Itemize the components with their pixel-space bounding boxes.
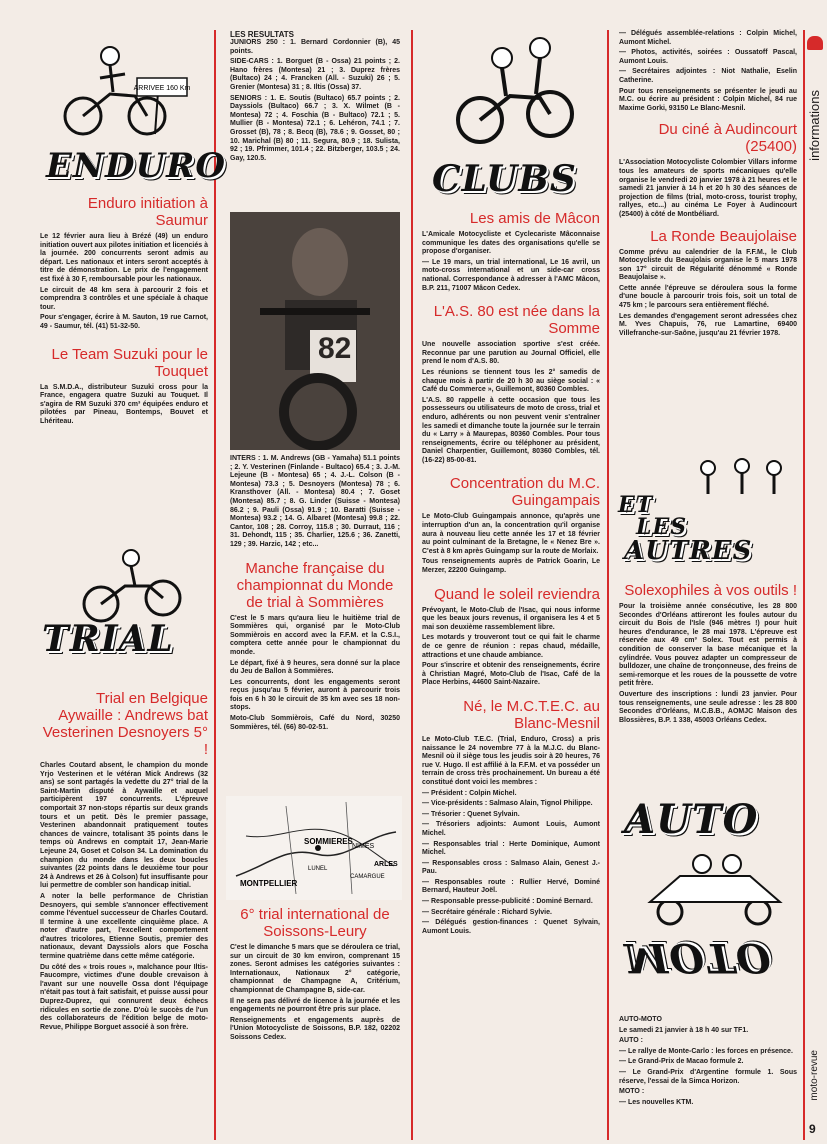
ronde-paragraph-2: Cette année l'épreuve se déroulera sous la forme d'une boucle à parcourir trois fois, soit un total de 475 km ; le parcours sera entièrement fléché.	[619, 284, 797, 310]
results-juniors: JUNIORS 250 : 1. Bernard Cordonnier (B), 45 points.	[230, 39, 400, 55]
trial-rider-illustration	[75, 548, 195, 626]
autres-logo	[618, 494, 800, 564]
map-label-nimes: NIMES	[352, 843, 375, 850]
trial-logo: TRIAL	[42, 618, 174, 660]
heading-enduro-saumur: Enduro initiation à Saumur	[87, 195, 208, 229]
results-inters: INTERS : 1. M. Andrews (GB - Yamaha) 51.1 points ; 2. Y. Vesterinen (Finlande - Bultaco) 65.4 ; 3. J.-M. Lejeune (B - Montesa) 65 ; 4. J.-L. Colson (B - Montesa) 73.3 ; 5. Desnoyers (Montesa) 78 ; 6. Kransthover (All. - Montesa) 80.4 ; 7. Goset (Montesa) 85.7 ; 8. G. Linder (Suisse - Montesa) 86.2 ; 9. Pauli (Ossa) 91.9 ; 10. Baratti (Suisse - Montesa) 93.2 ; 14. G. Albaret (Montesa) 99.8 ; 22. Cantor, 108 ; 28. Corroy, 115.8 ; 30. Durraut, 116 ; 31. Dehondt, 115 ; 35. Charlier, 125.6 ; 36. Zanetti, 129 ; 39. Harzic, 142 ; etc...	[230, 455, 400, 548]
results-seniors: SENIORS : 1. E. Soutis (Bultaco) 65.7 points ; 2. Dayssiols (Bultaco) 66.7 ; 3. X. Wilmet (B - Montesa) 72 ; 4. Foschia (B - Bultaco) 72.1 ; 5. Mullier (B - Montesa) 72.1 ; 6. Lehéron, 74.1 ; 7. Grosset (B), 78 ; 8. Becq (B), 78.6 ; 9. Gosset, 80 ; 10. Marichal (B) 80 ; 11. Segura, 80.9 ; 18. Sulista, 92 ; 19. Pfrimmer, 101.4 ; 22. Bitzberger, 103.5 ; 24. Gay, 120.5.	[230, 94, 400, 162]
automoto-item-argentine: — Le Grand-Prix d'Argentine formule 1. Sous réserve, l'essai de la Simca Horizon.	[619, 1068, 797, 1085]
automoto-item-macao: — Le Grand-Prix de Macao formule 2.	[619, 1058, 744, 1066]
auto-moto-cartoon	[640, 846, 790, 930]
soleil-paragraph-3: Pour s'inscrire et obtenir des renseignements, écrire à Christian Magré, Moto-Club de l'Isac, Café de la Place Herbins, 44600 Saint-Nazaire.	[422, 662, 600, 687]
solex-paragraph-1: Pour la troisième année consécutive, les 28 800 Secondes d'Orléans attireront les foules autour du circuit du Bois de l'Isle (946 mètres !) pour huit heures d'endurance, le 28 mai 1978. L'épreuve est réservée aux 49 cm³ Solex. Tout est permis à condition de conserver la base mécanique et la cylindrée. Vous pouvez adapter un compresseur de bulldozer, une chaîne de tronçonneuse, des freins de semi-remorque et les roues de la poussette de votre petit frère.	[619, 603, 797, 688]
mctec-paragraph-1: Le Moto-Club T.E.C. (Trial, Enduro, Cross) a pris naissance le 24 novembre 77 à la M.J.C. du Blanc-Mesnil où il siège tous les jeudis soir à 20 heures, 76 rue V. Hugo. Il est affilié à la F.F.M. et va posséder un terrain de cross très prochainement. Un bureau a été constitué dont voici les membres :	[422, 735, 600, 786]
heading-sommieres: Manche française du championnat du Monde de trial à Sommières	[236, 559, 394, 611]
as80-paragraph-3: L'A.S. 80 rappelle à cette occasion que tous les possesseurs ou utilisateurs de moto de cross, trial et enduro, adhérents ou non peuvent venir s'entraîner les samedi et dimanche toute la journée sur le terrain du « Larry » à Maurepas, 80360 Combles. Pour tous renseignements, écrire ou téléphoner au président, Daniel Charpentier, Guillemont, 80360 Combles, tél. (16-22) 85-00-81.	[422, 396, 600, 464]
heading-macon: Les amis de Mâcon	[469, 210, 600, 227]
as80-paragraph-2: Les réunions se tiennent tous les 2° samedis de chaque mois à partir de 20 h 30 au siège social : « Café du Commerce », Guillemont, 80360 Combles.	[422, 368, 600, 394]
soleil-paragraph-1: Prévoyant, le Moto-Club de l'Isac, qui nous informe que les beaux jours revenus, il organisera les 4 et 5 mai son deuxième rassemblement libre.	[422, 606, 600, 631]
heading-cine-audincourt: Du ciné à Audincourt (25400)	[658, 121, 797, 156]
mctec-member-tresoriers-adjoints: — Trésoriers adjoints: Aumont Louis, Aumont Michel.	[422, 821, 600, 837]
enduro-sign-text: ARRIVEE 160 Km	[133, 85, 191, 92]
moto-logo: MOTO	[624, 934, 772, 981]
mctec-member-vice: — Vice-présidents : Salmaso Alain, Tignol Philippe.	[422, 800, 593, 808]
column-rule-1	[214, 30, 216, 1140]
sommieres-paragraph-3: Les concurrents, dont les engagements seront reçus jusqu'au 5 février, auront à parcourir trois fois en 6 h 30 le circuit de 35 km avec ses 18 non-stops.	[230, 678, 400, 712]
enduro-paragraph-3: Pour s'engager, écrire à M. Sauton, 19 rue Carnot, 49 - Saumur, tél. (41) 51-32-50.	[40, 314, 208, 330]
mctec-member-finances: — Délégués gestion-finances : Quenet Sylvain, Aumont Louis.	[422, 919, 600, 935]
soissons-paragraph-1: C'est le dimanche 5 mars que se déroulera ce trial, sur un circuit de 30 km environ, comprenant 15 zones. Seront admises les catégories suivantes : Internationaux, Nationaux 2° catégorie, championnat de Champagne A, Critérium, championnat de Champagne B, side-car.	[230, 944, 400, 994]
mctec-member-tresorier: — Trésorier : Quenet Sylvain.	[422, 810, 520, 818]
heading-mctec: Né, le M.C.T.E.C. au Blanc-Mesnil	[463, 697, 600, 732]
map-label-montpellier: MONTPELLIER	[240, 879, 298, 888]
mctec-member-secretaires: — Secrétaires adjointes : Niot Nathalie, Eselin Catherine.	[619, 68, 797, 84]
map-label-lunel: LUNEL	[308, 866, 328, 872]
heading-ronde-beaujolaise: La Ronde Beaujolaise	[650, 227, 797, 245]
belgique-paragraph-2: A noter la belle performance de Christian Desnoyers, qui semble s'annoncer effectivement comme l'éventuel successeur de Charles Coutard. Il termine à une excellente cinquième place. A noter d'autre part, l'excellent comportement d'autres tricolores, Etienne Soutis, premier des nationaux, devant Dayssiols alors que Foscha termine quatrième dans cette même catégorie.	[40, 892, 208, 961]
column-rule-3	[607, 30, 609, 1140]
enduro-paragraph-2: Le circuit de 48 km sera à parcourir 2 fois et comprendra 3 contrôles et une spéciale à chaque tour.	[40, 286, 208, 311]
solex-paragraph-2: Ouverture des inscriptions : lundi 23 janvier. Pour tous renseignements, une seule adresse : les 28 800 Secondes d'Orléans, M.C.B.B., AOMJC Maison des Blossières, B.P. 1 338, 45003 Orléans Cedex.	[619, 690, 797, 724]
sidebar-logo-mark	[807, 36, 823, 50]
belgique-paragraph-3: Du côté des « trois roues », malchance pour Iltis-Faucompre, victimes d'une double crevaison à l'avant sur une nouvelle Ossa dont l'équipage n'était pas tout à fait satisfait, et puisse aussi pour Duprez-Duprez, qui connurent deux échecs ridicules en sortie de zone. D'où le succès de l'un des collaborateurs de l'édition belge de moto-Revue, Philippe Borguet associé à son frère.	[40, 963, 208, 1031]
automoto-auto-label: AUTO :	[619, 1037, 643, 1045]
enduro-rider-illustration	[55, 34, 195, 144]
soissons-paragraph-3: Renseignements et engagements auprès de l'Union Motocycliste de Soissons, B.P. 182, 02202 Soissons Cedex.	[230, 1016, 400, 1041]
soleil-paragraph-2: Les motards y trouveront tout ce qui fait le charme de ce genre de réunion : repas chaud, médaille, attractions et une chaude ambiance.	[422, 634, 600, 659]
autres-logo-line-3: AUTRES	[624, 536, 753, 566]
mctec-member-photos: — Photos, activités, soirées : Oussatoff Pascal, Aumont Louis.	[619, 49, 797, 65]
heading-as80: L'A.S. 80 est née dans la Somme	[433, 303, 600, 338]
map-label-sommieres: SOMMIERES	[304, 837, 353, 846]
sidebar	[805, 30, 825, 1144]
macon-paragraph-2: — Le 19 mars, un trial international, Le 16 avril, un moto-cross international et un side-car cross national. Correspondance à adresser à l'AMC Mâcon, B.P. 211, 71007 Mâcon Cedex.	[422, 258, 600, 292]
results-title: LES RESULTATS	[230, 30, 294, 39]
automoto-item-monte-carlo: — Le rallye de Monte-Carlo : les forces en présence.	[619, 1047, 793, 1055]
automoto-moto-label: MOTO :	[619, 1088, 645, 1096]
as80-paragraph-1: Une nouvelle association sportive s'est créée. Reconnue par une parution au Journal Officiel, elle prend le nom d'A.S. 80.	[422, 341, 600, 366]
mctec-member-presse: — Responsable presse-publicité : Dominé Bernard.	[422, 898, 593, 906]
automoto-title: AUTO-MOTO	[619, 1016, 662, 1023]
sommieres-paragraph-1: C'est le 5 mars qu'aura lieu le huitième trial de Sommières qui, organisé par le Moto-Club Sommièrois en accord avec la F.F.M. et la C.S.I., comptera cette année pour le championnat du monde.	[230, 614, 400, 656]
rider-photo-number: 82	[318, 332, 352, 365]
heading-guingamp: Concentration du M.C. Guingampais	[449, 475, 600, 510]
cine-paragraph: L'Association Motocycliste Colombier Villars informe tous les amateurs de sports mécaniques qu'elle organise le vendredi 20 janvier 1978 à 21 heures et le samedi 21 janvier à 14 h et 20 h 30 des séances de projection de films (trial, moto-cross, tourist trophy, rallyes, etc...) au cinéma Le Foyer à Audincourt (25400) à côté de Montbéliard.	[619, 159, 797, 218]
heading-team-suzuki: Le Team Suzuki pour le Touquet	[51, 345, 208, 380]
auto-logo: AUTO	[624, 796, 759, 843]
belgique-paragraph-1: Charles Coutard absent, le champion du monde Yrjo Vesterinen et le vétéran Mick Andrews (32 ans) se sont partagés la vedette du 27° trial de la Saint-Martin disputé à Aywaille et auquel participèrent 197 concurrents. L'épreuve comportait 37 non-stops répartis sur deux grands tours et un petit. Dès le premier passage, Vesterinen abandonnait pratiquement toutes chances de vaincre, totalisant 35 points dans le temps où Andrews en comptait 17, Jean-Marie Lejeune 24, Goset et Colson 34. La domination du champion du monde dans les deux boucles suivantes (22 points dans le deuxième tour pour 24 à Andrews et 26 à Colson) fut insuffisante pour lui permettre de combler son handicap initial.	[40, 762, 208, 890]
autres-logo-line-2: LES	[636, 514, 688, 540]
heading-solexophiles: Solexophiles à vos outils !	[624, 582, 797, 599]
soissons-paragraph-2: Il ne sera pas délivré de licence à la journée et les engagements ne pourront être pris sur place.	[230, 997, 400, 1014]
enduro-logo: ENDURO	[46, 146, 227, 186]
heading-soissons: 6° trial international de Soissons-Leury	[240, 906, 390, 940]
rider-photo	[230, 212, 400, 450]
autres-logo-line-1: ET	[618, 492, 654, 518]
column-rule-2	[411, 30, 413, 1140]
sidebar-magazine-name: moto-revue	[809, 1050, 820, 1101]
mctec-member-secretaire: — Secrétaire générale : Richard Sylvie.	[422, 908, 552, 916]
mctec-contact: Pour tous renseignements se présenter le jeudi au M.C. ou écrire au président : Colpin Michel, 84 rue Maxime Gorki, 93150 Le Blanc-Mesnil.	[619, 87, 797, 112]
sidebar-section-label: informations	[807, 90, 822, 161]
mctec-member-president: — Président : Colpin Michel.	[422, 789, 517, 797]
sommieres-paragraph-4: Moto-Club Sommièrois, Café du Nord, 30250 Sommières, tél. (66) 80-02-51.	[230, 715, 400, 731]
guingamp-paragraph-2: Tous renseignements auprès de Patrick Goarin, Le Merzer, 22200 Guingamp.	[422, 558, 600, 575]
mctec-member-trial: — Responsables trial : Herte Dominique, Aumont Michel.	[422, 840, 600, 857]
ronde-paragraph-3: Les demandes d'engagement seront adressées chez M. Yves Chapuis, 76, rue Lamartine, 69400 Villefranche-sur-Saône, jusqu'au 21 février 1978.	[619, 312, 797, 337]
results-sidecars: SIDE-CARS : 1. Borguet (B - Ossa) 21 points ; 2. Hano frères (Montesa) 21 ; 3. Duprez frères (Bultaco) 24 ; 4. Francken (All. - Suzuki) 26 ; 5. Grenier (Montesa) 31 ; 8. Iltis (Ossa) 37.	[230, 58, 400, 91]
sommieres-map	[226, 796, 402, 900]
autres-figures-illustration	[690, 456, 790, 496]
clubs-riders-illustration	[440, 34, 590, 152]
guingamp-paragraph-1: Le Moto-Club Guingampais annonce, qu'après une interruption d'un an, la concentration qu'il organise aura à nouveau lieu cette année les 17 et 18 février au point culminant de la Bretagne, le « Nenez Bre ». C'est à 8 km après Guingamp sur la route de Morlaix.	[422, 513, 600, 555]
automoto-item-ktm: — Les nouvelles KTM.	[619, 1098, 694, 1106]
page-number: 9	[809, 1122, 816, 1136]
sommieres-paragraph-2: Le départ, fixé à 9 heures, sera donné sur la place du Jeu de Ballon à Sommières.	[230, 659, 400, 676]
suzuki-paragraph: La S.M.D.A., distributeur Suzuki cross pour la France, engagera quatre Suzuki au Touquet. Il s'agira de RM Suzuki 370 cm³ équipées enduro et pilotées par Pineau, Bontemps, Bouvet et Lhériteau.	[40, 383, 208, 425]
mctec-member-route: — Responsables route : Rullier Hervé, Dominé Bernard, Hauteur Joël.	[422, 878, 600, 895]
enduro-paragraph-1: Le 12 février aura lieu à Brézé (49) un enduro initiation ouvert aux pilotes initiation et licenciés à la journée. 200 concurrents seront admis au départ. Les nationaux et inters seront acceptés à titre de démonstration. Le prix de l'engagement est fixé à 30 F, remboursable pour les nationaux.	[40, 233, 208, 283]
map-label-camargue: CAMARGUE	[350, 874, 385, 880]
mctec-member-relations: — Délégués assemblée-relations : Colpin Michel, Aumont Michel.	[619, 30, 797, 46]
heading-soleil: Quand le soleil reviendra	[434, 585, 600, 603]
ronde-paragraph-1: Comme prévu au calendrier de la F.F.M., le Club Motocycliste du Beaujolais organise le 5 mars 1978 son 17° circuit de Régularité dénommé « Ronde Beaujolaise ».	[619, 248, 797, 282]
automoto-schedule: Le samedi 21 janvier à 18 h 40 sur TF1.	[619, 1026, 749, 1034]
macon-paragraph-1: L'Amicale Motocycliste et Cyclecariste Mâconnaise communique les dates des organisations qu'elle se propose d'organiser.	[422, 231, 600, 256]
map-label-arles: ARLES	[374, 861, 398, 868]
clubs-logo: CLUBS	[432, 158, 577, 200]
heading-trial-belgique: Trial en Belgique Aywaille : Andrews bat Vesterinen Desnoyers 5° !	[42, 690, 208, 758]
mctec-member-cross: — Responsables cross : Salmaso Alain, Genest J.-Pau.	[422, 859, 600, 876]
